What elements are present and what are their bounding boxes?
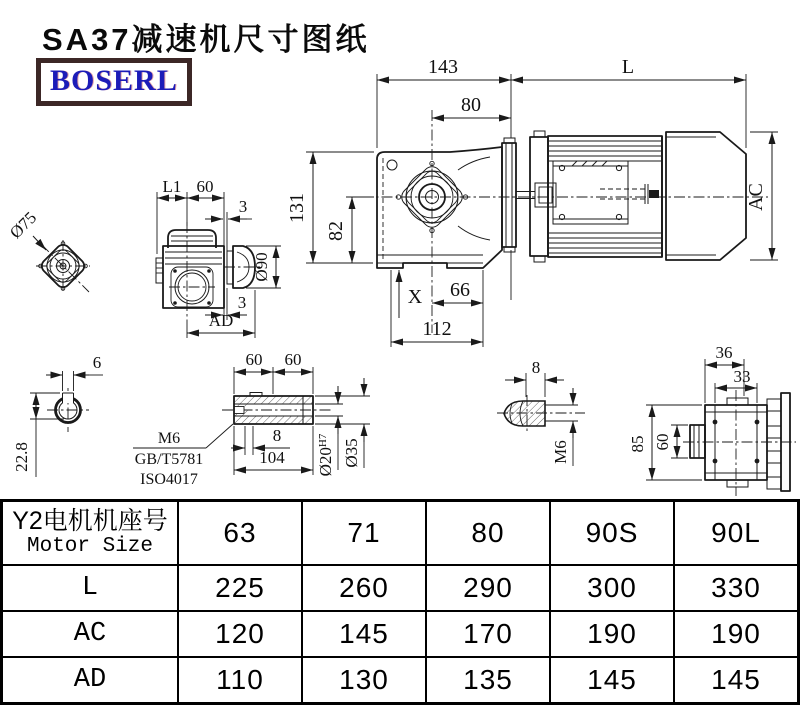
note-std-iso: ISO4017 xyxy=(140,471,198,488)
table-header-motor-size xyxy=(3,502,177,564)
dim-143: 143 xyxy=(428,56,458,78)
cell-AC-71 xyxy=(303,612,425,656)
value: 190 xyxy=(711,618,761,649)
cell-AC-80 xyxy=(427,612,549,656)
cell-AD-63 xyxy=(179,658,301,702)
dim-112: 112 xyxy=(422,318,452,340)
cell-AC-90L xyxy=(675,612,797,656)
size-80: 80 xyxy=(471,517,505,548)
note-thread: M6 xyxy=(157,430,181,447)
cell-AC-90S xyxy=(551,612,673,656)
table-header-en: Motor Size xyxy=(26,534,154,558)
value: 130 xyxy=(339,664,389,695)
dim-60a: 60 xyxy=(245,350,263,369)
dim-104: 104 xyxy=(259,448,285,467)
row-label-L-text: L xyxy=(81,573,99,603)
dim-bore: $Ø20^{H7}$ xyxy=(316,433,335,477)
row-label-L xyxy=(3,566,177,610)
value: 300 xyxy=(587,572,637,603)
table-size-col-5 xyxy=(675,502,797,564)
row-label-AD xyxy=(3,658,177,702)
value: 170 xyxy=(463,618,513,649)
value: 120 xyxy=(215,618,265,649)
table-header-cn: Y2电机机座号 xyxy=(12,507,168,536)
dim-66: 66 xyxy=(450,279,470,301)
dim-key-width: 6 xyxy=(92,353,102,372)
value: 145 xyxy=(711,664,761,695)
dim-AD: AD xyxy=(208,311,234,330)
dim-L: L xyxy=(621,56,635,78)
size-71: 71 xyxy=(347,517,381,548)
dim-bolt-8: 8 xyxy=(531,358,541,377)
value: 145 xyxy=(587,664,637,695)
dim-bolt-thread: M6 xyxy=(551,440,570,464)
cell-AD-71 xyxy=(303,658,425,702)
dim-82: 82 xyxy=(325,221,347,241)
value: 330 xyxy=(711,572,761,603)
dim-AC: AC xyxy=(745,183,767,211)
value: 110 xyxy=(216,664,264,695)
row-label-AC xyxy=(3,612,177,656)
dim-80: 80 xyxy=(461,94,481,116)
size-90L: 90L xyxy=(711,517,761,548)
dim-60-rear: 60 xyxy=(653,433,672,451)
main-view xyxy=(286,56,778,347)
cell-L-80 xyxy=(427,566,549,610)
dim-60-top: 60 xyxy=(196,177,214,196)
dimension-table xyxy=(0,499,800,705)
dim-X: X xyxy=(407,286,423,308)
size-63: 63 xyxy=(223,517,257,548)
dim-131: 131 xyxy=(286,193,308,223)
rear-view xyxy=(628,343,796,496)
value: 190 xyxy=(587,618,637,649)
brand-logo xyxy=(36,58,192,106)
cell-L-90L xyxy=(675,566,797,610)
cell-L-63 xyxy=(179,566,301,610)
cell-L-90S xyxy=(551,566,673,610)
dim-60b: 60 xyxy=(284,350,302,369)
top-view xyxy=(156,177,281,338)
cell-AD-80 xyxy=(427,658,549,702)
table-size-col-4 xyxy=(551,502,673,564)
dim-gap-bottom: 3 xyxy=(237,293,247,312)
dim-d90: Ø90 xyxy=(252,252,271,282)
note-std-gb: GB/T5781 xyxy=(134,451,204,468)
value: 260 xyxy=(339,572,389,603)
cell-L-71 xyxy=(303,566,425,610)
dim-36: 36 xyxy=(715,343,733,362)
shaft-section-view xyxy=(12,353,103,477)
value: 225 xyxy=(215,572,265,603)
row-label-AD-text: AD xyxy=(73,665,107,695)
cell-AC-63 xyxy=(179,612,301,656)
dim-L1: L1 xyxy=(162,177,182,196)
table-size-col-2 xyxy=(303,502,425,564)
value: 290 xyxy=(463,572,513,603)
dim-od: Ø35 xyxy=(342,438,361,468)
dim-gap-top: 3 xyxy=(238,197,248,216)
dim-85: 85 xyxy=(628,435,647,453)
table-size-col-1 xyxy=(179,502,301,564)
row-label-AC-text: AC xyxy=(73,619,107,649)
hollow-shaft-view xyxy=(133,350,370,488)
cell-AD-90S xyxy=(551,658,673,702)
brand-logo-text: BOSERL xyxy=(50,64,178,97)
page-title: SA37减速机尺寸图纸 xyxy=(42,22,370,57)
value: 145 xyxy=(339,618,389,649)
dim-8: 8 xyxy=(272,426,282,445)
size-90S: 90S xyxy=(585,517,639,548)
table-size-col-3 xyxy=(427,502,549,564)
bolt-view xyxy=(497,358,585,466)
dim-33: 33 xyxy=(733,367,751,386)
dim-d75: Ø75 xyxy=(6,208,41,243)
dim-key-depth: 22.8 xyxy=(12,442,31,472)
flange-view xyxy=(6,208,90,292)
cell-AD-90L xyxy=(675,658,797,702)
value: 135 xyxy=(463,664,513,695)
